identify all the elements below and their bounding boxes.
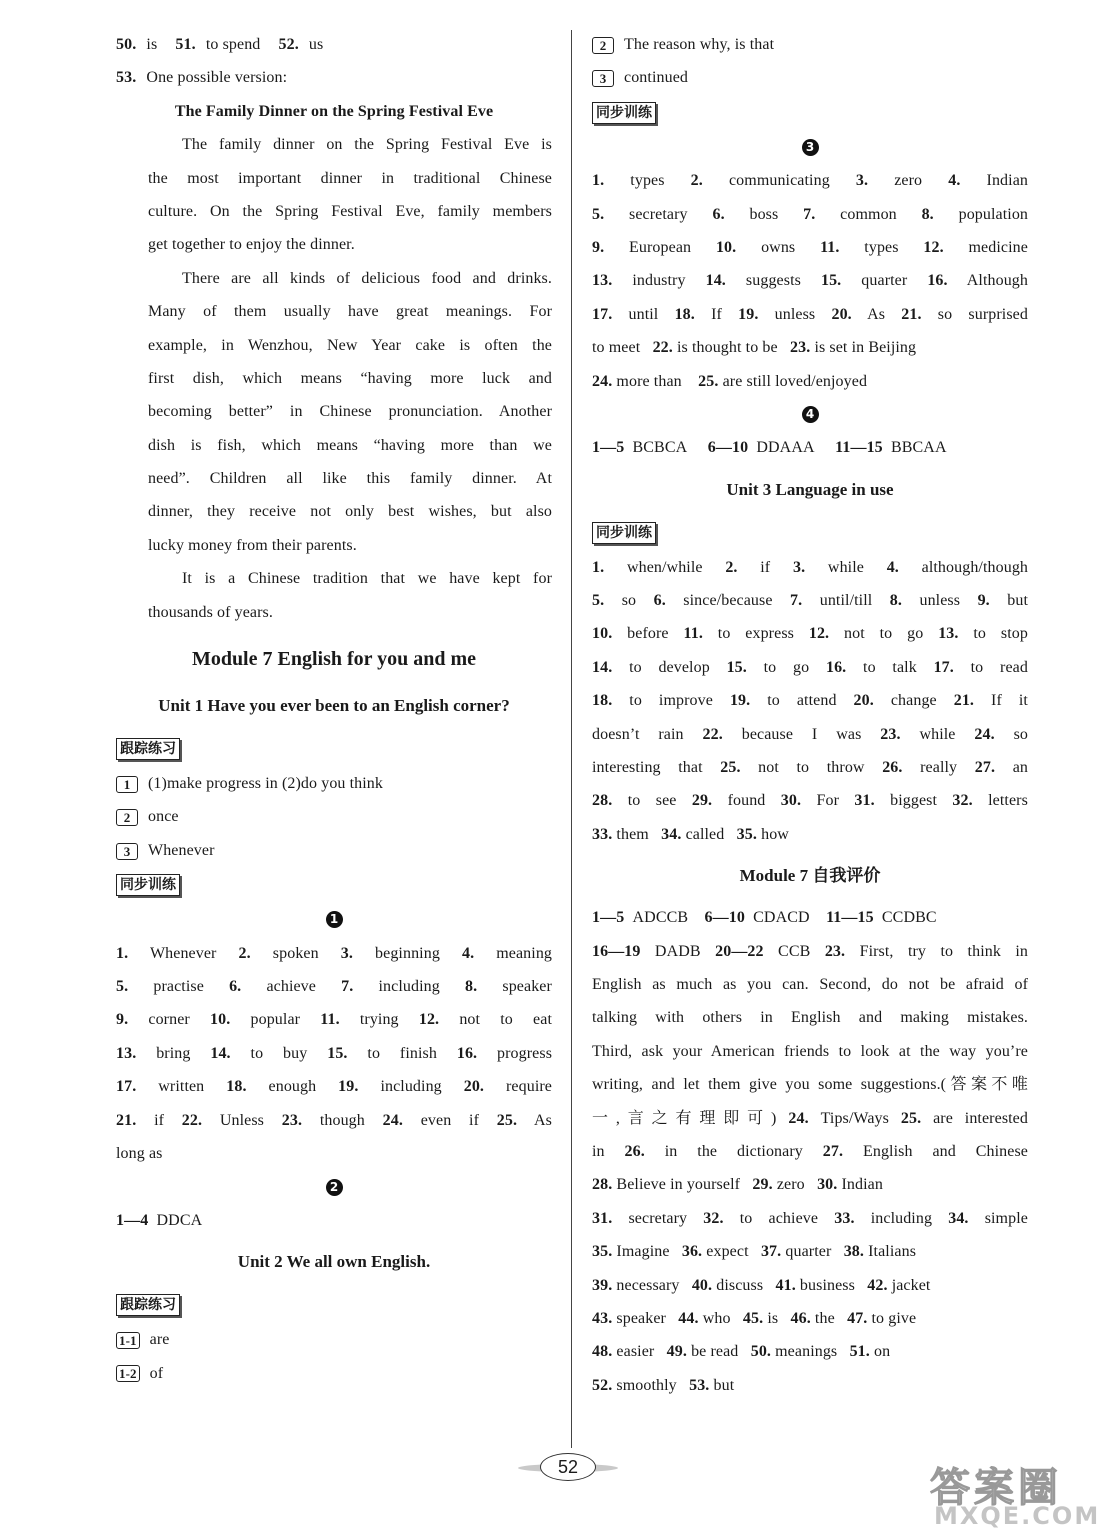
essay-line: the most important dinner in traditional Chinese <box>148 169 552 187</box>
section-number-circle: 2 <box>326 1179 343 1196</box>
essay-line: becoming better” in Chinese pronunciation. Another <box>148 403 552 421</box>
answer-line: 9. corner 10. popular 11. trying 12. not to eat <box>116 1011 552 1029</box>
answer-line: 53. One possible version: <box>116 69 288 87</box>
number-box: 2 <box>592 37 614 54</box>
answer-line: 1. types 2. communicating 3. zero 4. Indian <box>592 172 1029 190</box>
answer-line: 1-2 of <box>116 1357 552 1390</box>
answer-line: 一,言之有理即可) 24. Tips/Ways 25. are interested <box>592 1109 1028 1127</box>
number-box: 2 <box>116 809 138 826</box>
answer-line: 43. speaker 44. who 45. is 46. the 47. to give <box>592 1309 917 1327</box>
answer-line: 13. industry 14. suggests 15. quarter 16. Although <box>592 272 1029 290</box>
unit-title: Module 7 自我评价 <box>739 866 881 886</box>
section-number-circle: 4 <box>802 406 819 423</box>
answer-line: doesn’t rain 22. because I was 23. while 24. so <box>592 725 1028 743</box>
unit-title: Unit 2 We all own English. <box>237 1252 431 1272</box>
answer-line: 13. bring 14. to buy 15. to finish 16. progress <box>116 1044 553 1062</box>
number-box: 3 <box>592 70 614 87</box>
answer-line: writing, and let them give you some suggestions.(答案不唯 <box>592 1076 1028 1094</box>
answer-line: 28. to see 29. found 30. For 31. biggest 32. letters <box>592 792 1028 810</box>
answer-line: 50. is 51. to spend 52. us <box>116 36 324 53</box>
number-box: 1-2 <box>116 1365 140 1382</box>
answer-line: 16—19 DADB 20—22 CCB 23. First, try to think in <box>592 942 1029 960</box>
answer-line: 1. Whenever 2. spoken 3. beginning 4. meaning <box>116 944 553 962</box>
unit-title: Unit 3 Language in use <box>726 479 894 499</box>
essay-line: example, in Wenzhou, New Year cake is often the <box>148 336 552 354</box>
answer-line: 5. so 6. since/because 7. until/till 8. unless 9. but <box>592 592 1028 610</box>
watermark-hanzi: 答案圈 <box>930 1465 1062 1511</box>
answer-line: 17. until 18. If 19. unless 20. As 21. so surprised <box>592 305 1028 323</box>
number-box: 1-1 <box>116 1332 140 1349</box>
column-divider <box>571 30 572 1448</box>
essay-title: The Family Dinner on the Spring Festival Eve <box>174 102 494 120</box>
answer-line: 18. to improve 19. to attend 20. change 21. If it <box>592 692 1028 710</box>
essay-line: culture. On the Spring Festival Eve, family members <box>148 202 552 220</box>
essay-line: first dish, which means “having more luck and <box>148 369 552 387</box>
section-number-circle: 3 <box>802 139 819 156</box>
answer-line: 1—5 ADCCB 6—10 CDACD 11—15 CCDBC <box>592 909 937 927</box>
right-column <box>592 28 1028 1402</box>
answer-line: 2 The reason why, is that <box>592 28 1028 61</box>
watermark-text: MXQE.COM <box>934 1502 1101 1530</box>
module-title: Module 7 English for you and me <box>191 648 477 671</box>
essay-line: dish is fish, which means “having more than we <box>148 436 552 454</box>
answer-line: 1-1 are <box>116 1323 552 1356</box>
answer-line: 35. Imagine 36. expect 37. quarter 38. Italians <box>592 1243 917 1261</box>
answer-line: to meet 22. is thought to be 23. is set in Beijing <box>592 339 917 357</box>
essay-line: get together to enjoy the dinner. <box>148 236 355 254</box>
answer-line: 3 Whenever <box>116 834 552 867</box>
answer-line: Third, ask your American friends to look at the way you’re <box>592 1042 1028 1060</box>
answer-line: English as much as you can. Second, do not be afraid of <box>592 975 1028 993</box>
section-label: 跟踪练习 <box>116 738 180 760</box>
answer-line: in 26. in the dictionary 27. English and Chinese <box>592 1142 1028 1160</box>
essay-line: It is a Chinese tradition that we have kept for <box>182 570 552 588</box>
answer-line: 3 continued <box>592 61 1028 94</box>
answer-line: 14. to develop 15. to go 16. to talk 17. to read <box>592 658 1028 676</box>
answer-line: 52. smoothly 53. but <box>592 1376 735 1394</box>
essay-line: There are all kinds of delicious food and drinks. <box>182 269 552 287</box>
essay-line: thousands of years. <box>148 603 273 621</box>
answer-line: 39. necessary 40. discuss 41. business 42. jacket <box>592 1276 931 1294</box>
watermark-logo <box>930 1456 1110 1532</box>
answer-line: 5. practise 6. achieve 7. including 8. speaker <box>116 977 552 995</box>
number-box: 1 <box>116 776 138 793</box>
essay-line: lucky money from their parents. <box>148 536 357 554</box>
answer-line: 1—5 BCBCA 6—10 DDAAA 11—15 BBCAA <box>592 439 947 457</box>
answer-line: 48. easier 49. be read 50. meanings 51. on <box>592 1343 891 1361</box>
answer-line: 9. European 10. owns 11. types 12. medicine <box>592 238 1028 256</box>
unit-title: Unit 1 Have you ever been to an English corner? <box>158 696 510 716</box>
page-number: 52 <box>540 1453 596 1481</box>
section-label: 跟踪练习 <box>116 1294 180 1316</box>
answer-line: 1—4 DDCA <box>116 1211 203 1229</box>
answer-line: 21. if 22. Unless 23. though 24. even if 25. As <box>116 1111 552 1129</box>
section-label: 同步训练 <box>592 102 656 124</box>
section-label: 同步训练 <box>592 522 656 544</box>
answer-line: 2 once <box>116 800 552 833</box>
essay-line: The family dinner on the Spring Festival Eve is <box>182 136 552 154</box>
answer-line: 33. them 34. called 35. how <box>592 825 789 843</box>
answer-line: talking with others in English and making mistakes. <box>592 1009 1028 1027</box>
essay-line: Many of them usually have great meanings. For <box>148 303 552 321</box>
number-box: 3 <box>116 843 138 860</box>
answer-line: 1. when/while 2. if 3. while 4. although/though <box>592 558 1029 576</box>
answer-line: 28. Believe in yourself 29. zero 30. Indian <box>592 1176 883 1194</box>
answer-line: interesting that 25. not to throw 26. really 27. an <box>592 759 1028 777</box>
answer-line: 1 (1)make progress in (2)do you think <box>116 767 552 800</box>
page-footer <box>518 1453 618 1481</box>
answer-line: 17. written 18. enough 19. including 20. require <box>116 1078 553 1096</box>
left-column <box>116 28 552 1390</box>
essay-line: dinner, they receive not only best wishes, but also <box>148 503 552 521</box>
section-label: 同步训练 <box>116 874 180 896</box>
answer-line: 5. secretary 6. boss 7. common 8. population <box>592 205 1029 223</box>
answer-line: 31. secretary 32. to achieve 33. including 34. simple <box>592 1209 1028 1227</box>
section-number-circle: 1 <box>326 911 343 928</box>
answer-line: long as <box>116 1144 163 1162</box>
answer-line: 24. more than 25. are still loved/enjoyed <box>592 372 868 390</box>
answer-line: 10. before 11. to express 12. not to go 13. to stop <box>592 625 1028 643</box>
essay-line: need”. Children all like this family dinner. At <box>148 470 552 488</box>
